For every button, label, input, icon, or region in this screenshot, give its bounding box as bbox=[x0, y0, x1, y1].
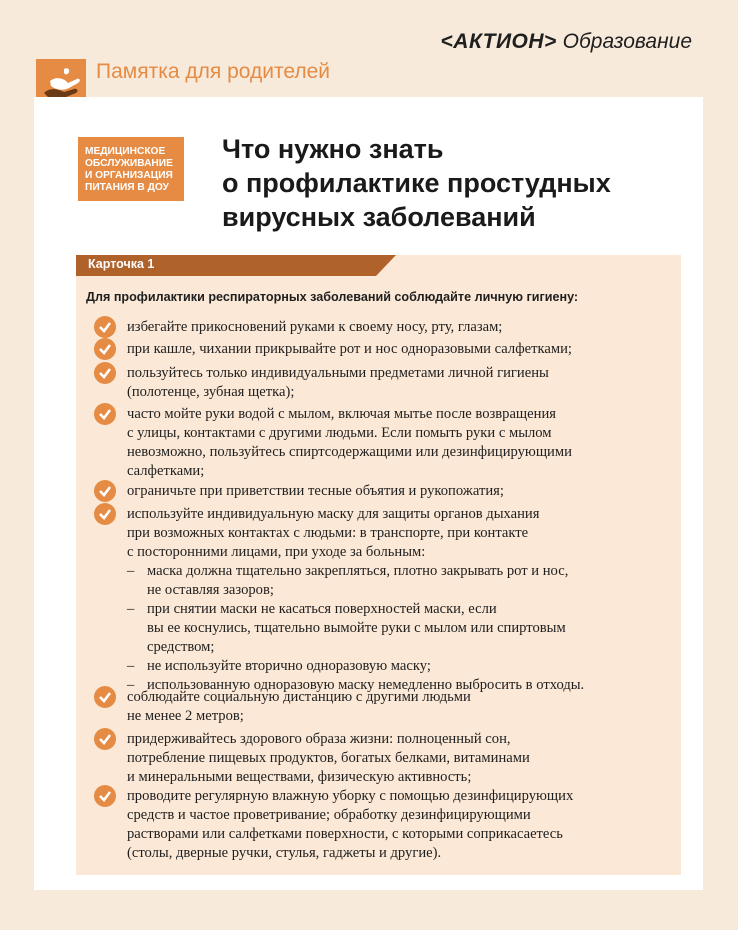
item-line: невозможно, пользуйтесь спиртсодержащими или дезинфицирующими bbox=[127, 444, 572, 460]
sub-item-line: вы ее коснулись, тщательно вымойте руки с мылом или спиртовым bbox=[147, 620, 566, 636]
sub-item-line: использованную одноразовую маску немедленно выбросить в отходы. bbox=[147, 677, 585, 693]
title-line: вирусных заболеваний bbox=[222, 202, 536, 232]
page-title bbox=[222, 132, 611, 234]
check-icon bbox=[94, 316, 116, 338]
sub-item-dash: – bbox=[127, 563, 135, 579]
sub-item-dash: – bbox=[127, 658, 135, 674]
item-line: часто мойте руки водой с мылом, включая мытье после возвращения bbox=[127, 406, 556, 422]
item-line: растворами или салфетками поверхности, с которыми соприкасаетесь bbox=[127, 826, 563, 842]
item-line: (полотенце, зубная щетка); bbox=[127, 384, 295, 400]
info-card bbox=[76, 255, 681, 875]
sub-item-line: средством; bbox=[147, 639, 215, 655]
item-line: потребление пищевых продуктов, богатых белками, витаминами bbox=[127, 750, 530, 766]
category-badge bbox=[78, 137, 184, 201]
check-icon bbox=[94, 503, 116, 525]
check-icon bbox=[94, 362, 116, 384]
brand-subtitle: Образование bbox=[562, 30, 692, 53]
item-line: не менее 2 метров; bbox=[127, 708, 244, 724]
title-line: Что нужно знать bbox=[222, 134, 444, 164]
title-line: о профилактике простудных bbox=[222, 168, 611, 198]
item-line: избегайте прикосновений руками к своему носу, рту, глазам; bbox=[127, 319, 503, 335]
check-icon bbox=[94, 785, 116, 807]
sub-item bbox=[127, 657, 584, 676]
check-icon bbox=[94, 728, 116, 750]
card-intro: Для профилактики респираторных заболеваний соблюдайте личную гигиену: bbox=[86, 290, 579, 304]
brand-logo bbox=[441, 30, 692, 54]
sub-item bbox=[127, 562, 584, 600]
item-line: пользуйтесь только индивидуальными предметами личной гигиены bbox=[127, 365, 549, 381]
sub-item-line: не оставляя зазоров; bbox=[147, 582, 274, 598]
badge-line: ПИТАНИЯ В ДОУ bbox=[85, 182, 169, 193]
item-line: при возможных контактах с людьми: в транспорте, при контакте bbox=[127, 525, 529, 541]
item-line: с посторонними лицами, при уходе за больным: bbox=[127, 544, 426, 560]
sub-item bbox=[127, 600, 584, 657]
sub-item-dash: – bbox=[127, 677, 135, 693]
memo-label: Памятка для родителей bbox=[96, 60, 330, 83]
item-line: средств и частое проветривание; обработку дезинфицирующими bbox=[127, 807, 531, 823]
brand-logo-mark: <АКТИОН> bbox=[440, 30, 557, 53]
check-icon bbox=[94, 480, 116, 502]
check-icon bbox=[94, 686, 116, 708]
sub-item-line: при снятии маски не касаться поверхностей маски, если bbox=[147, 601, 497, 617]
item-line: используйте индивидуальную маску для защиты органов дыхания bbox=[127, 506, 540, 522]
sub-item-dash: – bbox=[127, 601, 135, 617]
badge-line: МЕДИЦИНСКОЕ bbox=[85, 146, 166, 157]
item-line: и минеральными веществами, физическую активность; bbox=[127, 769, 472, 785]
item-line: с улицы, контактами с другими людьми. Если помыть руки с мылом bbox=[127, 425, 552, 441]
check-icon bbox=[94, 403, 116, 425]
item-line: проводите регулярную влажную уборку с помощью дезинфицирующих bbox=[127, 788, 574, 804]
card-tab bbox=[76, 255, 396, 276]
sub-item-line: не используйте вторично одноразовую маску; bbox=[147, 658, 431, 674]
item-line: (столы, дверные ручки, стулья, гаджеты и другие). bbox=[127, 845, 442, 861]
item-line: ограничьте при приветствии тесные объятия и рукопожатия; bbox=[127, 483, 504, 499]
sub-item-line: маска должна тщательно закрепляться, плотно закрывать рот и нос, bbox=[147, 563, 569, 579]
check-icon bbox=[94, 338, 116, 360]
badge-line: ОБСЛУЖИВАНИЕ bbox=[85, 158, 173, 169]
item-line: при кашле, чихании прикрывайте рот и нос одноразовыми салфетками; bbox=[127, 341, 572, 357]
item-line: салфетками; bbox=[127, 463, 205, 479]
item-line: соблюдайте социальную дистанцию с другими людьми bbox=[127, 689, 471, 705]
item-line: придерживайтесь здорового образа жизни: полноценный сон, bbox=[127, 731, 511, 747]
badge-line: И ОРГАНИЗАЦИЯ bbox=[85, 170, 173, 181]
card-tab-label: Карточка 1 bbox=[88, 257, 155, 271]
